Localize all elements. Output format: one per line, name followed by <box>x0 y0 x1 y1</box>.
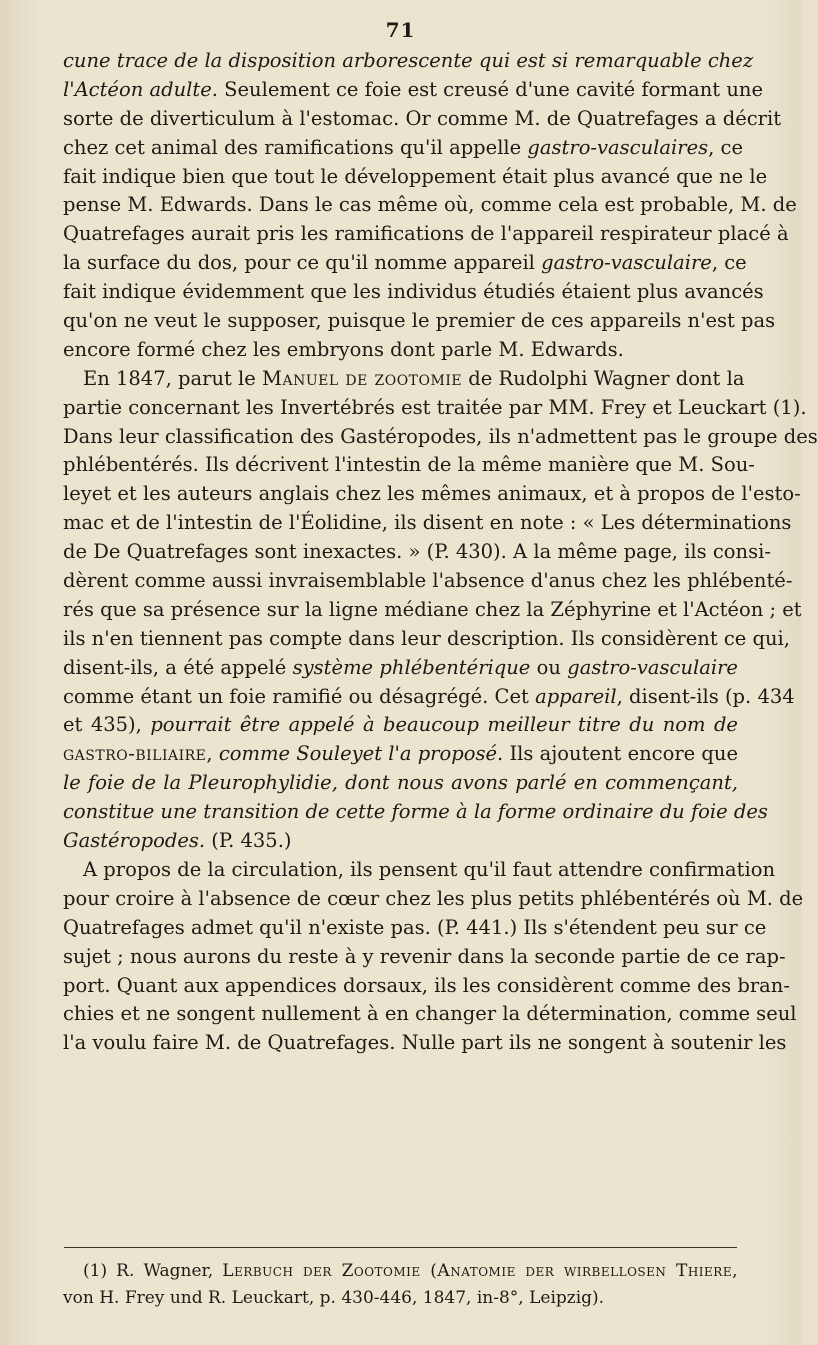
text-run: ou <box>530 655 568 679</box>
text-run: comme étant un foie ramifié ou désagrégé. Cet <box>63 684 536 708</box>
text-run: Ils ajoutent encore que <box>503 742 738 766</box>
small-caps-text: Manuel de zootomie <box>262 366 463 390</box>
text-run: fait indique évidemment que les individus étudiés étaient plus avancés <box>63 280 764 304</box>
italic-text: système phlébentérique <box>292 655 531 679</box>
text-run: , <box>206 742 219 766</box>
italic-text: l'Actéon adulte. <box>63 77 218 101</box>
text-run: sorte de diverticulum à l'estomac. Or comme M. de Quatrefages a décrit <box>63 106 782 130</box>
body-line <box>63 740 738 769</box>
text-run: sujet ; nous aurons du reste à y revenir dans la seconde partie de ce rap- <box>63 944 786 968</box>
body-line <box>63 885 804 914</box>
body-line <box>63 1000 797 1029</box>
text-run: partie concernant les Invertébrés est traitée par MM. Frey et Leuckart (1). <box>63 395 807 419</box>
text-run: l'a voulu faire M. de Quatrefages. Nulle part ils ne songent à soutenir les <box>63 1031 787 1055</box>
small-caps-text: gastro-biliaire <box>63 742 207 766</box>
text-run: Quatrefages admet qu'il n'existe pas. (P. 441.) Ils s'étendent peu sur ce <box>63 915 767 939</box>
body-line <box>63 914 767 943</box>
body-line <box>63 538 771 567</box>
body-line <box>63 1029 787 1058</box>
text-run: (P. 435.) <box>205 829 292 853</box>
text-run: En 1847, parut le <box>83 366 263 390</box>
body-line <box>63 336 738 365</box>
italic-text: cune trace de la disposition arborescente qui est si remarquable chez <box>63 49 754 72</box>
body-line <box>63 134 743 163</box>
text-run: , disent-ils (p. 434 <box>616 684 795 708</box>
body-line <box>63 451 755 480</box>
body-line <box>63 365 745 394</box>
body-line <box>63 278 764 307</box>
text-run: et 435), <box>63 713 151 737</box>
body-text <box>63 47 818 1058</box>
body-line <box>63 423 818 452</box>
body-line <box>63 76 763 105</box>
body-line <box>63 625 790 654</box>
text-run: ils n'en tiennent pas compte dans leur description. Ils considèrent ce qui, <box>63 626 790 650</box>
text-run: A propos de la circulation, ils pensent qu'il faut attendre confirmation <box>83 857 776 881</box>
italic-text: comme Souleyet l'a proposé. <box>218 742 504 766</box>
text-run: Quatrefages aurait pris les ramifications de l'appareil respirateur placé à <box>63 222 789 246</box>
body-line <box>63 307 776 336</box>
italic-text: le foie de la Pleurophylidie, dont nous avons parlé en commençant, <box>63 771 738 795</box>
italic-text: gastro-vasculaires <box>527 135 709 159</box>
text-run: encore formé chez les embryons dont parle M. Edwards. <box>63 337 624 361</box>
body-line <box>63 105 782 134</box>
text-run: chez cet animal des ramifications qu'il appelle <box>63 135 528 159</box>
footnote <box>63 1258 738 1312</box>
footnote-line <box>63 1285 738 1312</box>
body-line <box>63 827 738 856</box>
text-run: phlébentérés. Ils décrivent l'intestin de la même manière que M. Sou- <box>63 453 755 477</box>
body-line <box>63 249 747 278</box>
body-line <box>63 509 792 538</box>
text-run: Seulement ce foie est creusé d'une cavité formant une <box>217 77 763 101</box>
text-run: (1) R. Wagner, <box>83 1261 223 1281</box>
body-line <box>63 567 793 596</box>
text-run: fait indique bien que tout le développement était plus avancé que ne le <box>63 164 768 188</box>
body-line <box>63 47 754 76</box>
footnote-separator <box>64 1247 737 1248</box>
text-run: de Rudolphi Wagner dont la <box>462 366 745 390</box>
body-line <box>63 798 768 827</box>
italic-text: Gastéropodes. <box>63 829 206 853</box>
body-line <box>63 856 776 885</box>
body-line <box>63 191 797 220</box>
italic-text: appareil <box>535 684 617 708</box>
text-run: leyet et les auteurs anglais chez les mêmes animaux, et à propos de l'esto- <box>63 482 801 506</box>
text-run: disent-ils, a été appelé <box>63 655 293 679</box>
text-run: port. Quant aux appendices dorsaux, ils les considèrent comme des bran- <box>63 973 790 997</box>
body-line <box>63 394 807 423</box>
text-run: pense M. Edwards. Dans le cas même où, comme cela est probable, M. de <box>63 193 797 217</box>
italic-text: pourrait être appelé à beaucoup meilleur titre du nom de <box>150 713 738 737</box>
text-run: pour croire à l'absence de cœur chez les plus petits phlébentérés où M. de <box>63 886 804 910</box>
body-line <box>63 480 801 509</box>
body-line <box>63 711 738 740</box>
body-line <box>63 163 768 192</box>
body-line <box>63 972 790 1001</box>
text-run: de De Quatrefages sont inexactes. » (P. 430). A la même page, ils consi- <box>63 540 771 564</box>
text-run: mac et de l'intestin de l'Éolidine, ils disent en note : « Les déterminations <box>63 511 792 535</box>
body-line <box>63 220 789 249</box>
text-run: qu'on ne veut le supposer, puisque le premier de ces appareils n'est pas <box>63 309 776 333</box>
text-run: chies et ne songent nullement à en changer la détermination, comme seul <box>63 1002 797 1026</box>
text-run: , ce <box>708 135 743 159</box>
text-run: la surface du dos, pour ce qu'il nomme appareil <box>63 251 542 275</box>
small-caps-text: Lerbuch der Zootomie (Anatomie der wirbellosen Thiere, <box>222 1261 738 1281</box>
italic-text: gastro-vasculaire <box>567 655 738 679</box>
footnote-line <box>63 1258 738 1285</box>
text-run: rés que sa présence sur la ligne médiane chez la Zéphyrine et l'Actéon ; et <box>63 597 802 621</box>
body-line <box>63 683 795 712</box>
text-run: dèrent comme aussi invraisemblable l'absence d'anus chez les phlébenté- <box>63 569 793 593</box>
italic-text: gastro-vasculaire <box>541 251 712 275</box>
body-line <box>63 769 738 798</box>
italic-text: constitue une transition de cette forme à la forme ordinaire du foie des <box>63 800 768 824</box>
page-number: 71 <box>385 18 416 42</box>
text-run: Dans leur classification des Gastéropodes, ils n'admettent pas le groupe des <box>63 424 818 448</box>
body-line <box>63 654 738 683</box>
text-run: , ce <box>711 251 747 275</box>
text-run: von H. Frey und R. Leuckart, p. 430-446, 1847, in-8°, Leipzig). <box>63 1288 605 1308</box>
body-line <box>63 943 786 972</box>
body-line <box>63 596 802 625</box>
